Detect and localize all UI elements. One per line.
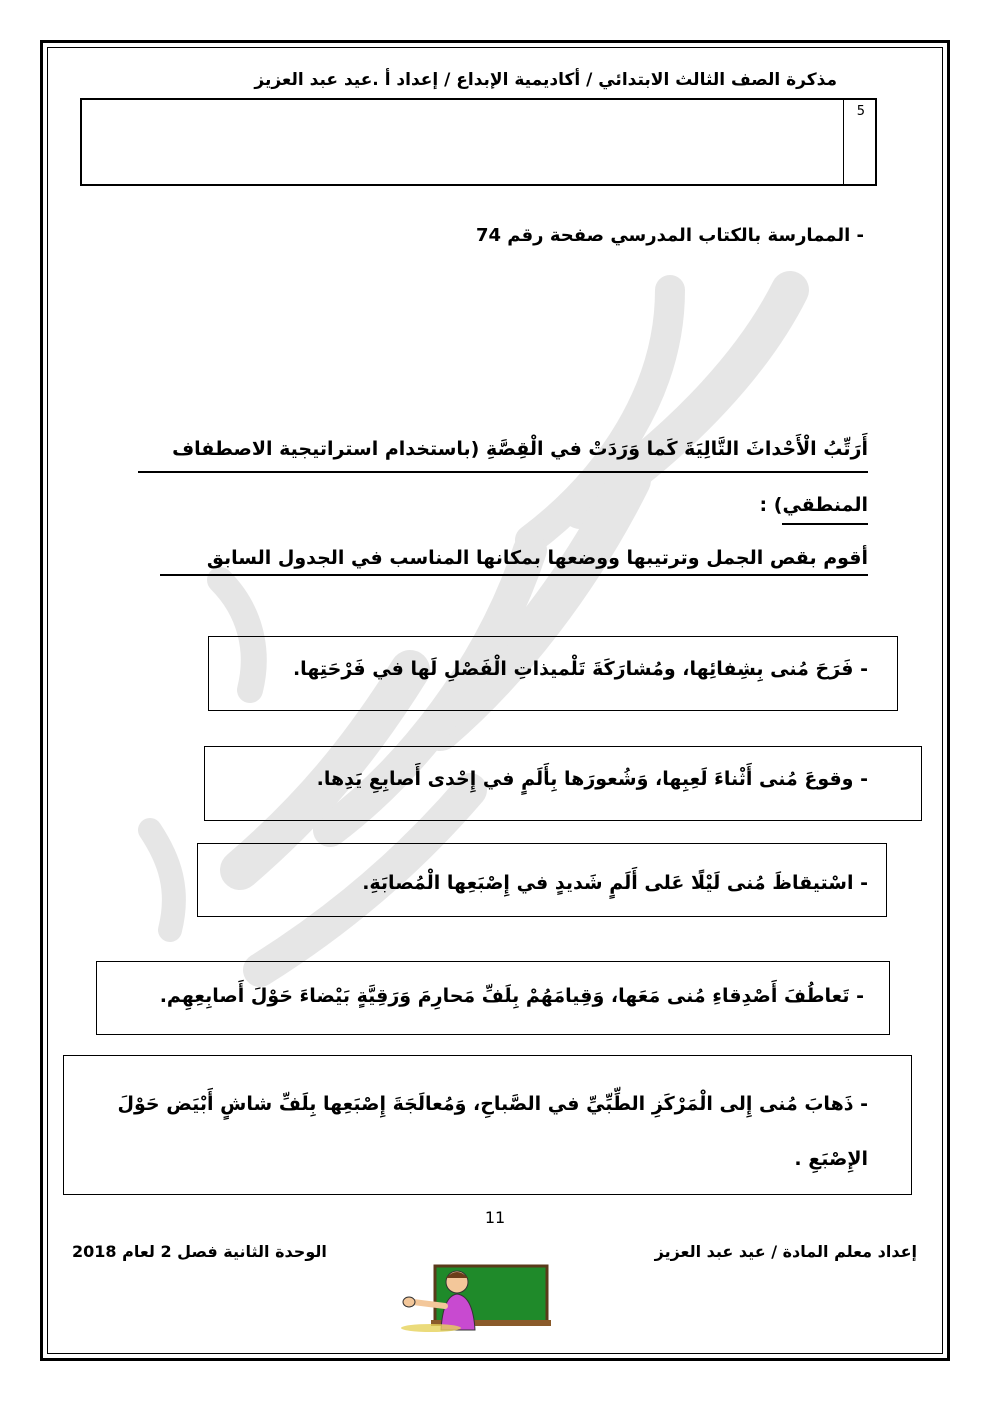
header-title: مذكرة الصف الثالث الابتدائي / أكاديمية الإبداع / إعداد أ .عيد عبد العزيز	[254, 70, 837, 90]
sentence-3: - اسْتيقاظَ مُنى لَيْلًا عَلى أَلَمٍ شَديدٍ في إِصْبَعِها الْمُصابَةِ.	[362, 872, 868, 894]
answer-table	[80, 98, 877, 186]
teacher-board-icon	[395, 1262, 555, 1332]
instruction-underline-3	[160, 574, 868, 576]
sentence-5-line-2: الإِصْبَعِ .	[794, 1148, 868, 1170]
instruction-line-3: أقوم بقص الجمل وترتيبها ووضعها بمكانها المناسب في الجدول السابق	[206, 547, 868, 569]
page-number: 11	[484, 1208, 506, 1227]
footer-unit: الوحدة الثانية فصل 2 لعام 2018	[72, 1242, 327, 1261]
table-row-number: 5	[856, 104, 865, 119]
instruction-underline-2	[782, 523, 868, 525]
sentence-1: - فَرَحَ مُنى بِشِفائِها، ومُشارَكَةَ تَلْميذاتِ الْفَصْلِ لَها في فَرْحَتِها.	[292, 658, 868, 680]
instruction-underline-1	[138, 471, 868, 473]
sentence-box-5	[63, 1055, 912, 1195]
sentence-5-line-1: - ذَهابَ مُنى إِلى الْمَرْكَزِ الطِّبِّيِّ في الصَّباحِ، وَمُعالَجَةَ إِصْبَعِها بِلَفِّ شاشٍ أَبْيَض حَوْلَ	[117, 1093, 868, 1115]
table-number-cell	[843, 100, 875, 184]
sentence-2: - وقوعَ مُنى أَثْناءَ لَعِبِها، وَشُعورَها بِأَلَمٍ في إِحْدى أَصابِعِ يَدِها.	[316, 768, 868, 790]
sentence-4: - تَعاطُفَ أَصْدِقاءِ مُنى مَعَها، وَقِيامَهُمْ بِلَفِّ مَحارِمَ وَرَقِيَّةٍ بَيْضاءَ حَوْلَ أَصابِعِهِم.	[159, 985, 864, 1007]
instruction-line-2: المنطقي) :	[759, 494, 868, 516]
footer-author: إعداد معلم المادة / عيد عبد العزيز	[654, 1242, 917, 1261]
practice-line: - الممارسة بالكتاب المدرسي صفحة رقم 74	[475, 225, 864, 246]
instruction-line-1: أَرَتِّبُ الْأَحْداثَ التَّالِيَةَ كَما وَرَدَتْ في الْقِصَّةِ (باستخدام استراتيجية الاصطفاف	[172, 438, 868, 460]
